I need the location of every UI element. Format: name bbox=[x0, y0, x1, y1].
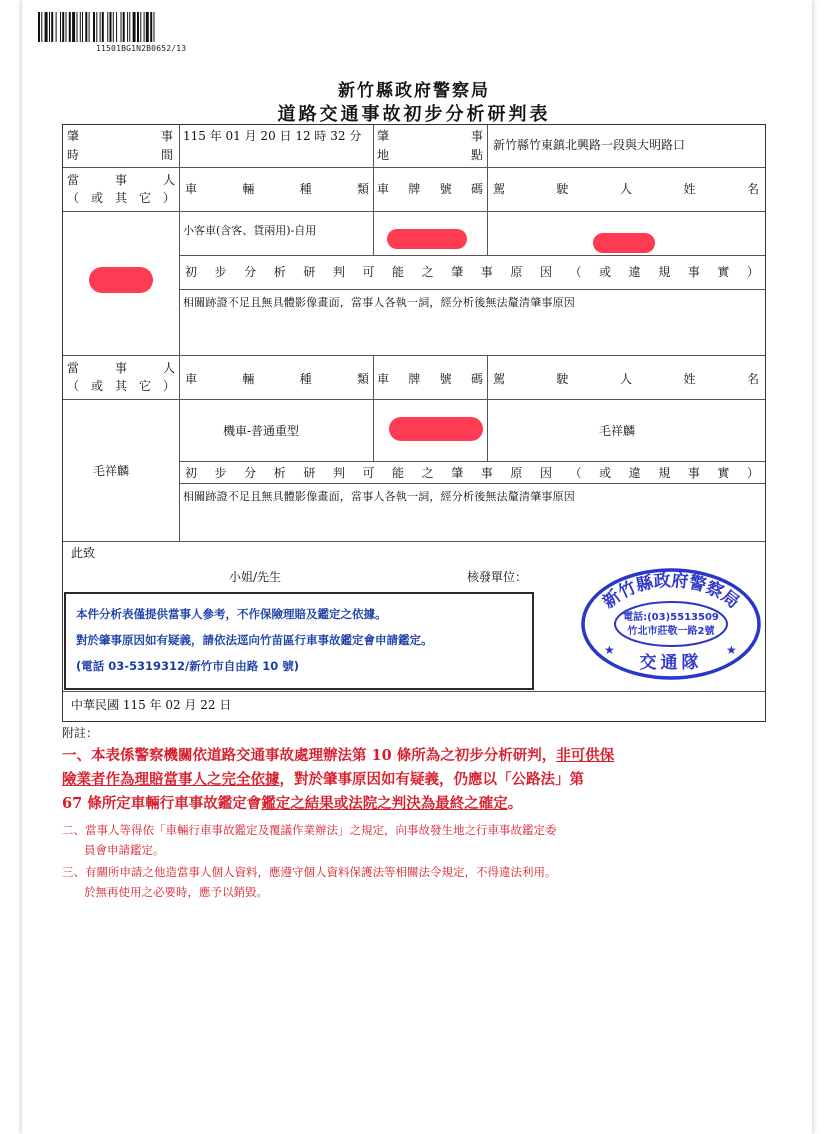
party2-vehicle-type: 機車-普通重型 bbox=[223, 424, 300, 438]
incident-place-label: 肇 事 地 點 bbox=[377, 129, 483, 162]
analysis-header: 初 步 分 析 研 判 可 能 之 肇 事 原 因 （ 或 違 規 事 實 ） bbox=[185, 265, 759, 279]
recipient-label: 小姐/先生 bbox=[229, 570, 282, 584]
vehicle-type-header: 車 輛 種 類 bbox=[185, 372, 369, 386]
issuer-label: 核發單位： bbox=[467, 570, 528, 584]
footnote-label: 附註： bbox=[62, 726, 99, 740]
barcode-number: 11501BG1N2B0652/13 bbox=[96, 44, 187, 53]
party2-driver-name: 毛祥麟 bbox=[599, 424, 636, 438]
notice-box bbox=[64, 592, 534, 690]
notice-line: (電話 03-5319312/新竹市自由路 10 號) bbox=[76, 659, 300, 673]
redacted-plate-number bbox=[389, 417, 483, 441]
footnote-1: 一、本表係警察機關依道路交通事故處理辦法第 10 條所為之初步分析研判，非可供保 險業者作為理賠當事人之完全依據，對於肇事原因如有疑義，仍應以「公路法」第 67 條所定車輛行車事故鑑定會鑑定之結果或法院之判決為最終之確定。 bbox=[62, 747, 615, 812]
plate-header: 車 牌 號 碼 bbox=[377, 182, 483, 196]
party2-cause: 相關跡證不足且無具體影像畫面，當事人各執一詞，經分析後無法釐清肇事原因 bbox=[183, 490, 575, 503]
party1-vehicle-type: 小客車(含客、貨兩用)-自用 bbox=[183, 224, 317, 237]
seal-address: 竹北市莊敬一路2號 bbox=[627, 626, 715, 637]
incident-time-label: 肇 事 時 間 bbox=[67, 129, 173, 162]
footnote-2: 二、當事人等得依「車輛行車事故鑑定及覆議作業辦法」之規定，向事故發生地之行車事故鑑定委 員會申請鑑定。 bbox=[62, 823, 557, 857]
issue-date: 中華民國 115 年 02 月 22 日 bbox=[71, 698, 232, 712]
footnote-3: 三、有關所申請之他造當事人個人資料，應遵守個人資料保護法等相關法令規定，不得違法利用。 於無再使用之必要時，應予以銷毀。 bbox=[62, 865, 557, 899]
seal-star-icon: ★ bbox=[604, 643, 615, 657]
incident-place-value: 新竹縣竹東鎮北興路一段與大明路口 bbox=[493, 138, 686, 152]
agency-title: 新竹縣政府警察局 bbox=[338, 81, 490, 101]
party1-cause: 相關跡證不足且無具體影像畫面，當事人各執一詞，經分析後無法釐清肇事原因 bbox=[183, 296, 575, 309]
party-label: 當 事 人 （ 或 其 它 ） bbox=[67, 361, 175, 393]
plate-header: 車 牌 號 碼 bbox=[377, 372, 483, 386]
seal-agency-text: 新竹縣政府警察局 bbox=[599, 570, 743, 613]
seal-star-icon: ★ bbox=[726, 643, 737, 657]
barcode bbox=[38, 12, 250, 42]
notice-line: 本件分析表僅提供當事人參考，不作保險理賠及鑑定之依據。 bbox=[76, 607, 387, 621]
vehicle-type-header: 車 輛 種 類 bbox=[185, 182, 369, 196]
driver-header: 駕 駛 人 姓 名 bbox=[493, 372, 759, 386]
party2-name: 毛祥麟 bbox=[93, 464, 130, 478]
driver-header: 駕 駛 人 姓 名 bbox=[493, 182, 759, 196]
svg-text:新竹縣政府警察局 bbox=[598, 570, 742, 613]
salutation: 此致 bbox=[71, 546, 96, 560]
incident-time-value: 115 年 01 月 20 日 12 時 32 分 bbox=[183, 129, 362, 143]
official-seal bbox=[576, 562, 766, 682]
redacted-plate-number bbox=[387, 229, 467, 249]
seal-unit-text: 交通隊 bbox=[639, 653, 703, 673]
redacted-driver-name bbox=[593, 233, 655, 253]
party-label: 當 事 人 （ 或 其 它 ） bbox=[67, 173, 175, 205]
seal-phone: 電話:(03)5513509 bbox=[623, 612, 719, 623]
form-title: 道路交通事故初步分析研判表 bbox=[277, 104, 551, 125]
notice-line: 對於肇事原因如有疑義，請依法逕向竹苗區行車事故鑑定會申請鑑定。 bbox=[76, 633, 433, 647]
redacted-party-name bbox=[89, 267, 153, 293]
analysis-header: 初 步 分 析 研 判 可 能 之 肇 事 原 因 （ 或 違 規 事 實 ） bbox=[185, 466, 759, 480]
